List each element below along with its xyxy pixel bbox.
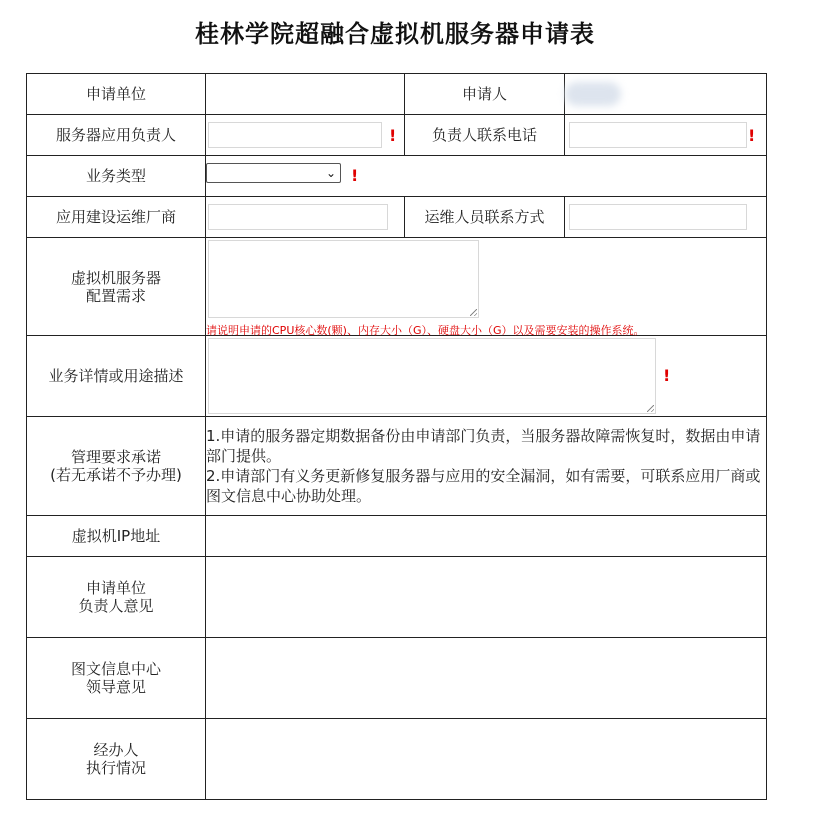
- vm-config-cell: [206, 238, 767, 336]
- row-management: [27, 417, 767, 516]
- business-type-select[interactable]: [206, 163, 341, 183]
- vm-ip-cell: [206, 516, 767, 557]
- business-detail-textarea[interactable]: [208, 338, 656, 414]
- required-mark: !: [389, 126, 397, 145]
- applicant-unit-cell: [206, 74, 405, 115]
- ops-contact-label: 运维人员联系方式: [405, 197, 565, 238]
- server-owner-cell: [206, 115, 405, 156]
- vendor-label: 应用建设运维厂商: [27, 197, 206, 238]
- handler-label: 经办人 执行情况: [27, 719, 206, 800]
- owner-phone-cell: [565, 115, 767, 156]
- commitment-item: 1.申请的服务器定期数据备份由申请部门负责，当服务器故障需恢复时，数据由申请部门提供。: [206, 427, 761, 465]
- business-type-cell: [206, 156, 767, 197]
- center-opinion-label: 图文信息中心 领导意见: [27, 638, 206, 719]
- handler-cell: [206, 719, 767, 800]
- resize-grip-icon[interactable]: [470, 309, 477, 316]
- row-center-opinion: [27, 638, 767, 719]
- management-label: 管理要求承诺 (若无承诺不予办理): [27, 417, 206, 516]
- server-owner-label: 服务器应用负责人: [27, 115, 206, 156]
- required-mark: !: [663, 366, 671, 385]
- unit-opinion-label: 申请单位 负责人意见: [27, 557, 206, 638]
- row-handler: [27, 719, 767, 800]
- row-vm-config: [27, 238, 767, 336]
- application-form-table: [26, 73, 767, 800]
- required-mark: !: [351, 166, 359, 185]
- row-server-owner: [27, 115, 767, 156]
- unit-opinion-cell: [206, 557, 767, 638]
- vendor-cell: [206, 197, 405, 238]
- page-title: 桂林学院超融合虚拟机服务器申请表: [195, 19, 595, 48]
- center-opinion-cell: [206, 638, 767, 719]
- resize-grip-icon[interactable]: [647, 405, 654, 412]
- applicant-name-cell: [565, 74, 767, 115]
- vm-config-textarea[interactable]: [208, 240, 479, 318]
- management-commitments: [206, 417, 767, 516]
- owner-phone-label: 负责人联系电话: [405, 115, 565, 156]
- server-owner-input[interactable]: [208, 122, 382, 148]
- business-detail-cell: [206, 336, 767, 417]
- row-vm-ip: [27, 516, 767, 557]
- vendor-input[interactable]: [208, 204, 388, 230]
- applicant-unit-label: 申请单位: [27, 74, 206, 115]
- row-business-type: [27, 156, 767, 197]
- redacted-name: [565, 82, 621, 106]
- vm-config-hint: 请说明申请的CPU核心数(颗)、内存大小（G）、硬盘大小（G）以及需要安装的操作系统。: [206, 324, 645, 337]
- row-unit-opinion: [27, 557, 767, 638]
- ops-contact-cell: [565, 197, 767, 238]
- ops-contact-input[interactable]: [569, 204, 747, 230]
- owner-phone-input[interactable]: [569, 122, 747, 148]
- row-vendor: [27, 197, 767, 238]
- required-mark: !: [748, 126, 756, 145]
- vm-config-label: 虚拟机服务器 配置需求: [27, 238, 206, 336]
- applicant-label: 申请人: [405, 74, 565, 115]
- row-applicant: [27, 74, 767, 115]
- chevron-down-icon: ⌄: [325, 166, 336, 180]
- row-business-detail: [27, 336, 767, 417]
- vm-ip-label: 虚拟机IP地址: [27, 516, 206, 557]
- commitment-item: 2.申请部门有义务更新修复服务器与应用的安全漏洞，如有需要，可联系应用厂商或图文信息中心协助处理。: [206, 467, 761, 505]
- business-detail-label: 业务详情或用途描述: [27, 336, 206, 417]
- business-type-label: 业务类型: [27, 156, 206, 197]
